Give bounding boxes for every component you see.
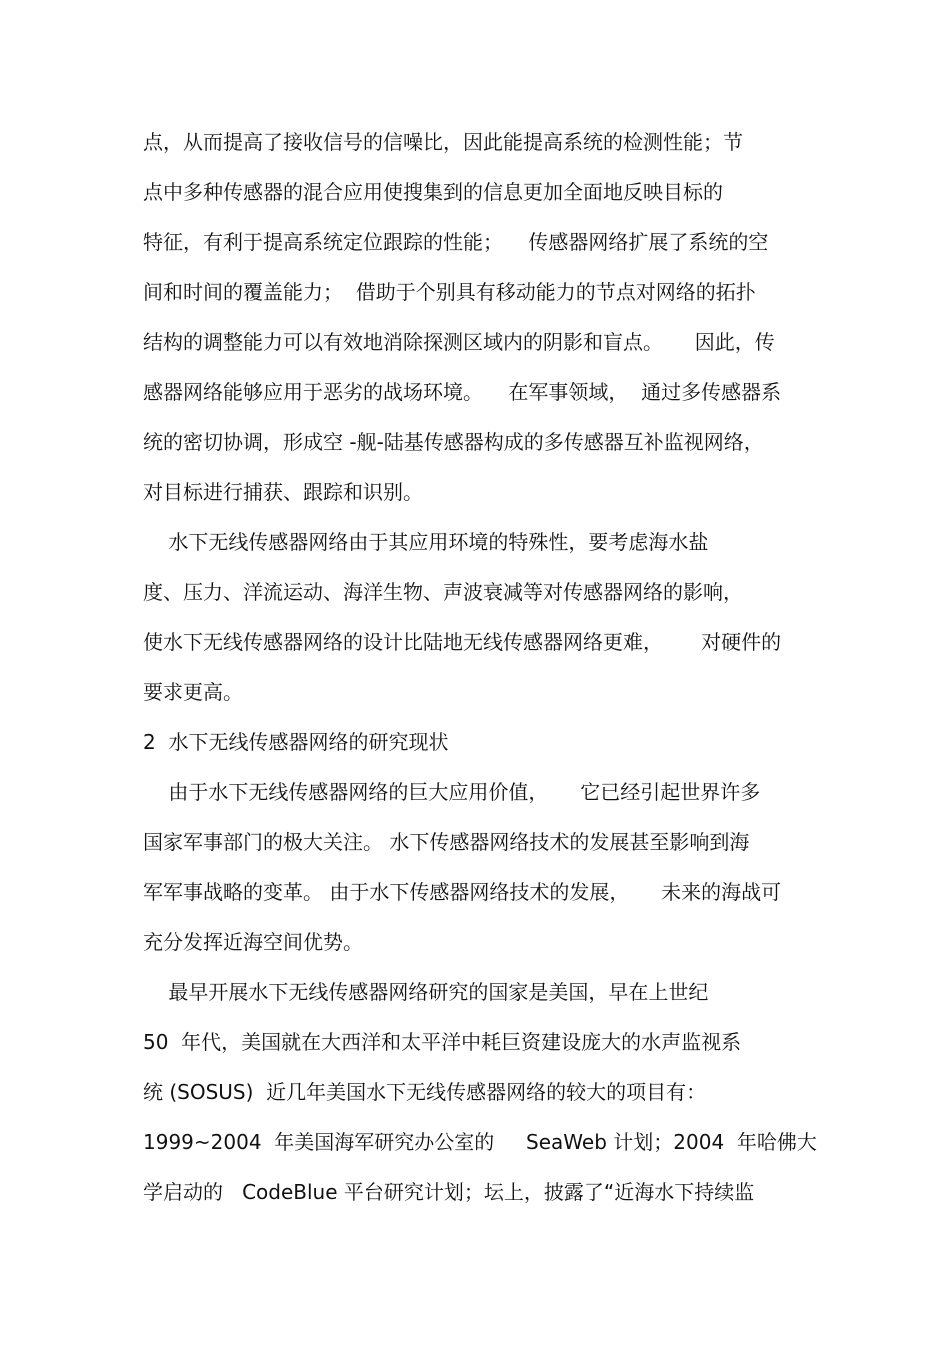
text-line: 国家军事部门的极大关注。 水下传感器网络技术的发展甚至影响到海 — [143, 830, 750, 854]
text-line: 点中多种传感器的混合应用使搜集到的信息更加全面地反映目标的 — [143, 180, 723, 204]
text-line: 统 (SOSUS) 近几年美国水下无线传感器网络的较大的项目有： — [143, 1080, 707, 1104]
text-line: 统的密切协调，形成空 -舰-陆基传感器构成的多传感器互补监视网络， — [143, 430, 764, 454]
text-line: 度、压力、洋流运动、海洋生物、声波衰减等对传感器网络的影响， — [143, 580, 743, 604]
text-line: 特征，有利于提高系统定位跟踪的性能； 传感器网络扩展了系统的空 — [143, 230, 769, 254]
text-line: 使水下无线传感器网络的设计比陆地无线传感器网络更难， 对硬件的 — [143, 630, 782, 654]
text-line: 水下无线传感器网络由于其应用环境的特殊性，要考虑海水盐 — [143, 530, 709, 554]
text-line: 50 年代，美国就在大西洋和太平洋中耗巨资建设庞大的水声监视系 — [143, 1030, 742, 1054]
text-line: 充分发挥近海空间优势。 — [143, 930, 363, 954]
text-line: 结构的调整能力可以有效地消除探测区域内的阴影和盲点。 因此，传 — [143, 330, 775, 354]
text-line: 学启动的 CodeBlue 平台研究计划；坛上，披露了“近海水下持续监 — [143, 1180, 755, 1204]
section-heading: 2 水下无线传感器网络的研究现状 — [143, 730, 449, 754]
text-line: 1999~2004 年美国海军研究办公室的 SeaWeb 计划；2004 年哈佛大 — [143, 1130, 817, 1154]
text-line: 最早开展水下无线传感器网络研究的国家是美国，早在上世纪 — [143, 980, 709, 1004]
text-line: 对目标进行捕获、跟踪和识别。 — [143, 480, 423, 504]
text-line: 感器网络能够应用于恶劣的战场环境。 在军事领域， 通过多传感器系 — [143, 380, 782, 404]
text-line: 要求更高。 — [143, 680, 243, 704]
text-line: 军军事战略的变革。 由于水下传感器网络技术的发展， 未来的海战可 — [143, 880, 782, 904]
text-line: 点，从而提高了接收信号的信噪比，因此能提高系统的检测性能；节 — [143, 130, 743, 154]
text-line: 间和时间的覆盖能力； 借助于个别具有移动能力的节点对网络的拓扑 — [143, 280, 756, 304]
text-line: 由于水下无线传感器网络的巨大应用价值， 它已经引起世界许多 — [143, 780, 761, 804]
